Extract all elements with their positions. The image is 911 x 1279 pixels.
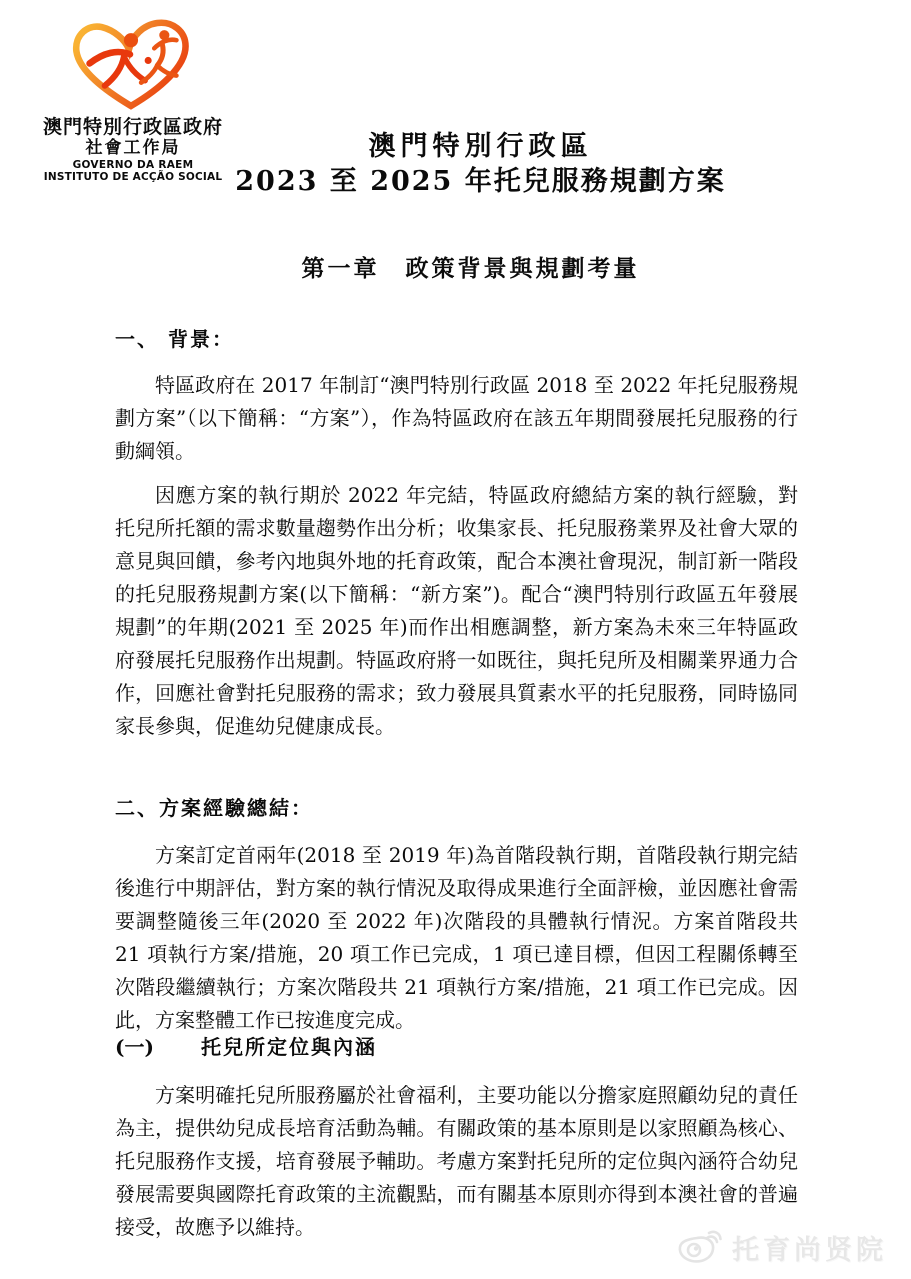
subsection-number: (一) [115,1035,154,1059]
chapter-heading [30,250,911,283]
subsection-title: 托兒所定位與內涵 [201,1035,377,1059]
paragraph-experience-summary: 方案訂定首兩年(2018 至 2019 年)為首階段執行期，首階段執行期完結後進行中期評估，對方案的執行情況及取得成果進行全面評檢，並因應社會需要調整隨後三年(2020 至 2022 年)次階段的具體執行情況。方案首階段共 21 項執行方案/措施，20 項工作已完成，1 項已達目標，但因工程關係轉至次階段繼續執行；方案次階段共 21 項執行方案/措施，21 項工作已完成。因此，方案整體工作已按進度完成。 [115,843,798,1032]
org-name-pt-institute: INSTITUTO DE ACÇÃO SOCIAL [43,171,223,183]
title-line-1: 澳門特別行政區 [368,131,593,162]
document-title [50,130,911,198]
subsection-heading-positioning [115,1034,798,1060]
watermark [676,1228,887,1267]
ias-heart-logo [67,18,199,114]
org-name-zh-bureau: 社會工作局 [85,138,181,158]
paragraph-positioning: 方案明確托兒所服務屬於社會福利，主要功能以分擔家庭照顧幼兒的責任為主，提供幼兒成長培育活動為輔。有關政策的基本原則是以家照顧為核心、托兒服務作支援，培育發展予輔助。考慮方案對托兒所的定位與內涵符合幼兒發展需要與國際托育政策的主流觀點，而有關基本原則亦得到本澳社會的普遍接受，故應予以維持。 [115,1083,798,1239]
weibo-icon [676,1229,723,1267]
section-heading-background: 一、 背景： [115,327,234,351]
title-line-2: 2023 至 2025 年托兒服務規劃方案 [235,166,726,197]
chapter-number: 第一章 [301,255,380,282]
org-name-pt-government: GOVERNO DA RAEM [72,159,194,171]
paragraph-background-1: 特區政府在 2017 年制訂“澳門特別行政區 2018 至 2022 年托兒服務規劃方案”（以下簡稱：“方案”），作為特區政府在該五年期間發展托兒服務的行動綱領。 [115,373,798,463]
chapter-title: 政策背景與規劃考量 [405,255,640,282]
paragraph-background-2: 因應方案的執行期於 2022 年完結，特區政府總結方案的執行經驗，對托兒所托額的需求數量趨勢作出分析；收集家長、托兒服務業界及社會大眾的意見與回饋，參考內地與外地的托育政策，配合本澳社會現況，制訂新一階段的托兒服務規劃方案(以下簡稱：“新方案”)。配合“澳門特別行政區五年發展規劃”的年期(2021 至 2025 年)而作出相應調整，新方案為未來三年特區政府發展托兒服務作出規劃。特區政府將一如既往，與托兒所及相關業界通力合作，回應社會對托兒服務的需求；致力發展具質素水平的托兒服務，同時協同家長參與，促進幼兒健康成長。 [115,483,798,738]
section-heading-experience-summary: 二、方案經驗總結： [115,796,313,820]
org-name-zh-government: 澳門特別行政區政府 [42,116,223,138]
watermark-text: 托育尚贤院 [732,1235,887,1266]
